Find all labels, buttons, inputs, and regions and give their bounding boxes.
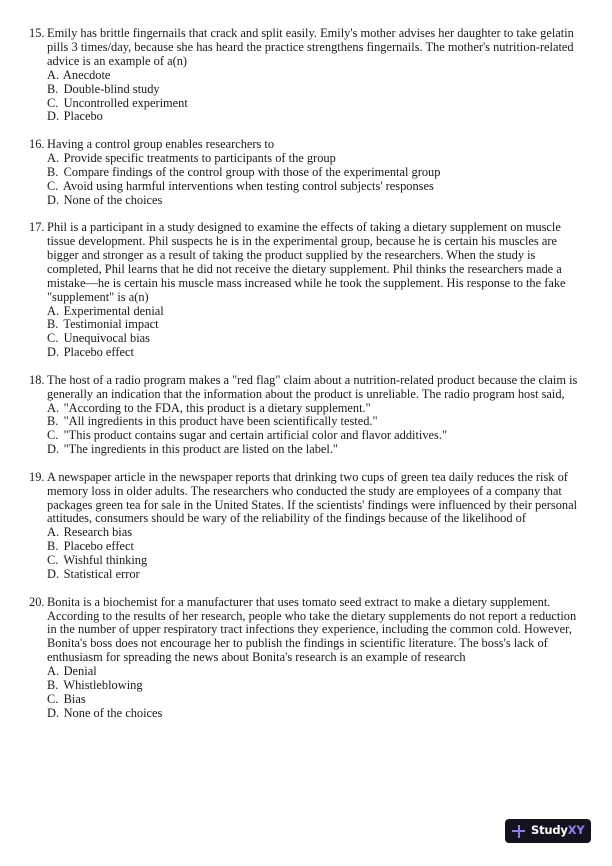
option-text: Statistical error (63, 567, 140, 582)
option-text: Unequivocal bias (63, 331, 150, 346)
option-a (47, 526, 578, 540)
question-20 (0, 596, 612, 721)
question-stem: Having a control group enables researchers to (47, 136, 275, 151)
option-b (47, 540, 578, 554)
option-c (47, 332, 578, 346)
option-letter: C. (47, 428, 59, 443)
option-text: Placebo effect (63, 539, 134, 554)
option-b (47, 83, 578, 97)
option-text: Compare findings of the control group with those of the experimental group (63, 164, 441, 179)
option-letter: C. (47, 178, 59, 193)
option-letter: D. (47, 442, 60, 457)
option-letter: D. (47, 109, 60, 124)
question-stem: The host of a radio program makes a "red flag" claim about a nutrition-related product because the claim is generally an indication that the information about the product is unreliable. The radio program host said, (47, 372, 578, 401)
option-a (47, 69, 578, 83)
option-c (47, 429, 578, 443)
option-letter: C. (47, 331, 59, 346)
question-number: 17. (29, 220, 45, 235)
option-text: Placebo effect (63, 345, 134, 360)
question-stem: A newspaper article in the newspaper reports that drinking two cups of green tea daily reduces the risk of memory loss in older adults. The researchers who conducted the study are employees of a company that packages green tea for sale in the United States. If the scientists' findings were influenced by their personal attitudes, consumers should be wary of the reliability of the findings because of the likelihood of (47, 469, 578, 526)
answer-options (47, 305, 578, 361)
option-text: Research bias (63, 525, 133, 540)
answer-options (47, 665, 578, 721)
option-text: Anecdote (62, 67, 111, 82)
question-number: 20. (29, 594, 45, 609)
option-text: Denial (63, 664, 97, 679)
option-text: Provide specific treatments to participants of the group (63, 150, 336, 165)
option-letter: B. (47, 678, 59, 693)
option-d (47, 110, 578, 124)
option-c (47, 180, 578, 194)
option-text: Double-blind study (63, 81, 160, 96)
option-letter: D. (47, 567, 60, 582)
answer-options (47, 526, 578, 582)
option-d (47, 707, 578, 721)
option-letter: A. (47, 664, 60, 679)
option-b (47, 166, 578, 180)
option-letter: A. (47, 67, 60, 82)
question-stem: Emily has brittle fingernails that crack and split easily. Emily's mother advises her daughter to take gelatin pills 3 times/day, because she has heard the practice strengthens fingernails. The mother's nutrition-related advice is an example of a(n) (47, 26, 574, 68)
option-letter: B. (47, 317, 59, 332)
answer-options (47, 402, 578, 458)
option-c (47, 554, 578, 568)
option-letter: B. (47, 81, 59, 96)
answer-options (47, 69, 578, 125)
question-number: 15. (29, 26, 45, 40)
option-letter: A. (47, 400, 60, 415)
option-a (47, 402, 578, 416)
option-a (47, 152, 578, 166)
option-letter: B. (47, 164, 59, 179)
question-18 (0, 374, 612, 457)
answer-options (47, 152, 578, 208)
question-stem: Bonita is a biochemist for a manufacturer that uses tomato seed extract to make a dietary supplement. According to the results of her research, people who take the dietary supplements do not report a reduction in the number of upper respiratory tract infections they experience, including the common cold. However, Bonita's boss does not encourage her to publish the findings in scientific literature. The boss's lack of enthusiasm for spreading the news about Bonita's research is an example of research (47, 594, 577, 665)
option-b (47, 679, 578, 693)
option-b (47, 318, 578, 332)
option-text: Uncontrolled experiment (63, 95, 188, 110)
option-text: None of the choices (63, 705, 163, 720)
logo-text-accent: XY (567, 823, 585, 838)
question-number: 16. (29, 136, 45, 151)
question-page (0, 27, 612, 734)
option-letter: A. (47, 150, 60, 165)
option-text: Placebo (63, 109, 103, 124)
option-text: "The ingredients in this product are listed on the label." (63, 442, 338, 457)
question-stem: Phil is a participant in a study designed to examine the effects of taking a dietary supplement on muscle tissue development. Phil suspects he is in the experimental group, because he is certain his muscles are bigger and stronger as a result of taking the product supplied by the researchers. When the study is completed, Phil learns that he did not receive the dietary supplement. Phil thinks the researchers made a mistake—he is certain his muscle mass increased while he took the supplement. His response to the fake "supplement" is a(n) (47, 220, 566, 304)
option-letter: A. (47, 525, 60, 540)
option-letter: D. (47, 345, 60, 360)
option-letter: D. (47, 705, 60, 720)
option-letter: C. (47, 95, 59, 110)
option-text: Avoid using harmful interventions when testing control subjects' responses (62, 178, 434, 193)
option-a (47, 305, 578, 319)
option-text: "According to the FDA, this product is a dietary supplement." (63, 400, 371, 415)
plus-icon (512, 825, 525, 838)
option-d (47, 443, 578, 457)
option-a (47, 665, 578, 679)
logo-text-primary: Study (531, 823, 568, 838)
option-letter: A. (47, 303, 60, 318)
question-16 (0, 138, 612, 208)
option-letter: B. (47, 539, 59, 554)
option-c (47, 693, 578, 707)
option-d (47, 568, 578, 582)
studyxy-logo[interactable] (505, 819, 591, 843)
option-b (47, 415, 578, 429)
question-19 (0, 471, 612, 582)
option-letter: C. (47, 691, 59, 706)
option-d (47, 346, 578, 360)
option-letter: C. (47, 553, 59, 568)
option-text: Bias (63, 691, 86, 706)
option-text: "All ingredients in this product have been scientifically tested." (63, 414, 378, 429)
option-text: Wishful thinking (63, 553, 148, 568)
question-number: 19. (29, 469, 45, 484)
option-text: Whistleblowing (63, 678, 143, 693)
option-d (47, 194, 578, 208)
question-17 (0, 221, 612, 360)
option-letter: D. (47, 192, 60, 207)
option-c (47, 97, 578, 111)
option-text: "This product contains sugar and certain artificial color and flavor additives." (63, 428, 448, 443)
option-text: Experimental denial (63, 303, 164, 318)
option-text: None of the choices (63, 192, 163, 207)
option-text: Testimonial impact (63, 317, 159, 332)
option-letter: B. (47, 414, 59, 429)
question-15 (0, 27, 612, 124)
question-number: 18. (29, 372, 45, 387)
